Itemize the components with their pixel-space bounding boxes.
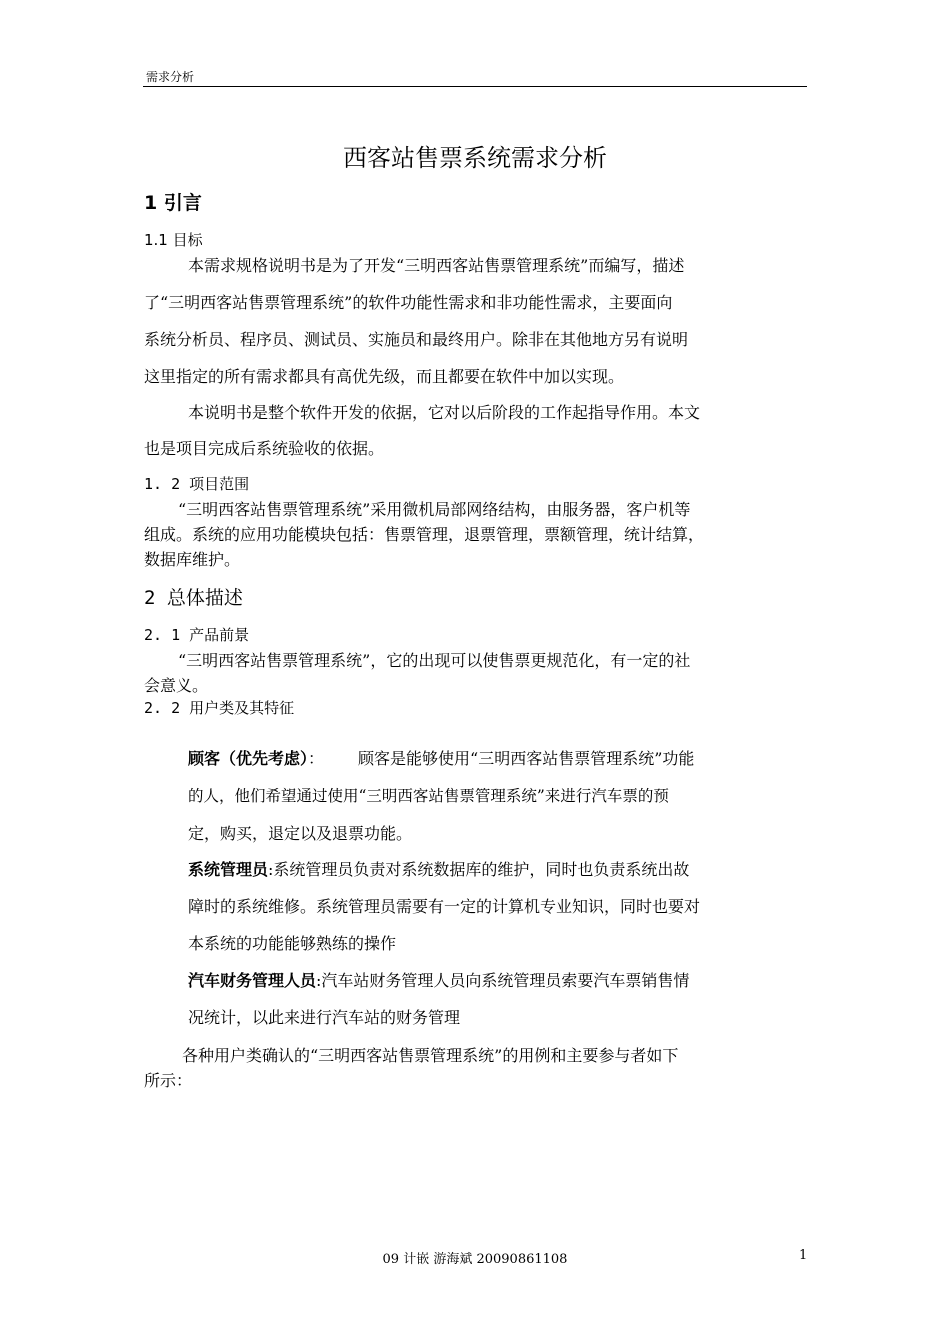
s2-para1-line1: “三明西客站售票管理系统”，它的出现可以使售票更规范化，有一定的社	[178, 651, 691, 670]
user-customer-line2: 的人，他们希望通过使用“三明西客站售票管理系统”来进行汽车票的预	[188, 787, 669, 805]
header-rule	[143, 86, 807, 87]
page-number: 1	[799, 1248, 808, 1263]
user-customer-text1: 顾客是能够使用“三明西客站售票管理系统”功能	[358, 749, 695, 768]
s1-para1-line4: 这里指定的所有需求都具有高优先级，而且都要在软件中加以实现。	[144, 367, 625, 386]
s1-para1-line3: 系统分析员、程序员、测试员、实施员和最终用户。除非在其他地方另有说明	[144, 330, 689, 349]
closing-line1: 各种用户类确认的“三明西客站售票管理系统”的用例和主要参与者如下	[182, 1046, 679, 1065]
s2-para1-line2: 会意义。	[144, 676, 209, 695]
s1-para3-line2: 组成。系统的应用功能模块包括：售票管理，退票管理，票额管理，统计结算，	[144, 525, 705, 544]
user-sysadmin-line1	[188, 857, 689, 880]
user-customer-line3: 定，购买，退定以及退票功能。	[188, 824, 413, 843]
user-finance-sep: :	[316, 971, 322, 990]
s1-para2-line1: 本说明书是整个软件开发的依据，它对以后阶段的工作起指导作用。本文	[188, 403, 701, 422]
user-sysadmin-text1: 系统管理员负责对系统数据库的维护，同时也负责系统出故	[273, 860, 690, 879]
user-sysadmin-line3: 本系统的功能能够熟练的操作	[188, 934, 397, 953]
s1-para3-line1: “三明西客站售票管理系统”采用微机局部网络结构，由服务器，客户机等	[178, 500, 691, 519]
document-title: 西客站售票系统需求分析	[343, 144, 607, 172]
section-2-1-heading: 2. 1 产品前景	[144, 626, 250, 644]
s1-para1-line1: 本需求规格说明书是为了开发“三明西客站售票管理系统”而编写，描述	[188, 256, 685, 275]
user-finance-label: 汽车财务管理人员	[188, 971, 317, 990]
user-customer-sep: ：	[308, 749, 325, 768]
s1-para1-line2: 了“三明西客站售票管理系统”的软件功能性需求和非功能性需求，主要面向	[144, 293, 673, 312]
user-sysadmin-label: 系统管理员	[188, 860, 269, 879]
user-customer-line1	[188, 746, 694, 769]
user-customer-label: 顾客（优先考虑）	[188, 749, 309, 768]
user-sysadmin-line2: 障时的系统维修。系统管理员需要有一定的计算机专业知识，同时也要对	[188, 897, 701, 916]
s1-para2-line2: 也是项目完成后系统验收的依据。	[144, 439, 385, 458]
closing-line2: 所示：	[144, 1071, 193, 1090]
page-footer: 09 计嵌 游海斌 20090861108	[382, 1252, 568, 1267]
user-finance-text1: 汽车站财务管理人员向系统管理员索要汽车票销售情	[321, 971, 690, 990]
s1-para3-line3: 数据库维护。	[144, 550, 241, 569]
section-2-heading: 2 总体描述	[144, 587, 243, 609]
section-1-2-heading: 1. 2 项目范围	[144, 475, 250, 493]
section-1-1-heading: 1.1 目标	[144, 231, 203, 249]
user-finance-line1	[188, 968, 689, 991]
user-finance-line2: 况统计，以此来进行汽车站的财务管理	[188, 1008, 461, 1027]
running-header: 需求分析	[146, 70, 195, 84]
section-1-heading: 1 引言	[144, 192, 202, 214]
section-2-2-heading: 2. 2 用户类及其特征	[144, 699, 295, 717]
user-sysadmin-sep: :	[268, 860, 274, 879]
